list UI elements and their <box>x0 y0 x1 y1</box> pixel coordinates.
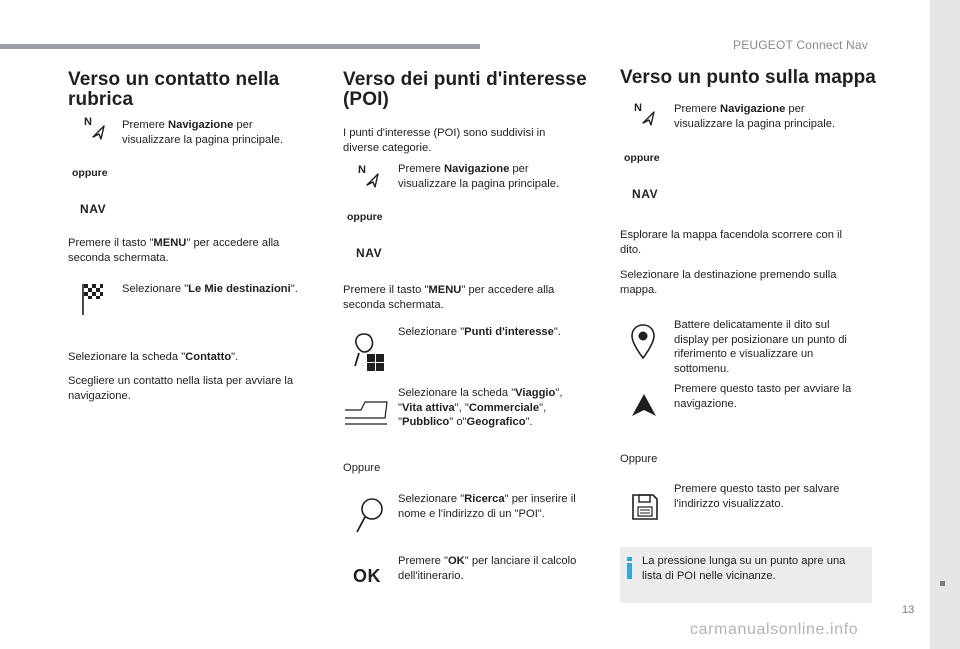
or-label: Oppure <box>620 453 658 465</box>
navigation-arrow-icon: N <box>84 118 110 144</box>
select-poi-text: Selezionare "Punti d'interesse". <box>398 326 561 338</box>
brand-label: PEUGEOT Connect Nav <box>733 38 868 52</box>
or-label: Oppure <box>343 462 381 474</box>
navigation-arrow-icon: N <box>634 104 660 130</box>
select-contact-tab-text: Selezionare la scheda "Contatto". <box>68 351 239 363</box>
menu-instruction: Premere il tasto "MENU" per accedere alla seconda schermata. <box>68 237 280 264</box>
or-label: oppure <box>72 167 108 179</box>
page-sidebar <box>930 0 960 649</box>
tab-shape-icon <box>343 398 389 428</box>
info-icon <box>626 557 634 579</box>
sidebar-marker <box>940 581 945 586</box>
step-navigation-text: Premere Navigazione per visualizzare la pagina principale. <box>398 163 560 190</box>
info-note <box>620 547 872 603</box>
start-navigation-icon <box>630 392 658 418</box>
nav-button-icon: NAV <box>80 202 107 216</box>
press-ok-text: Premere "OK" per lanciare il calcolo dell'itinerario. <box>398 555 577 582</box>
choose-contact-text: Scegliere un contatto nella lista per avviare la navigazione. <box>68 375 294 402</box>
map-pin-icon <box>628 322 658 362</box>
select-destinations-text: Selezionare "Le Mie destinazioni". <box>122 283 298 295</box>
press-start-text: Premere questo tasto per avviare la navigazione. <box>674 383 852 410</box>
ok-button-icon: OK <box>353 566 381 586</box>
or-label: oppure <box>347 211 383 223</box>
info-text: La pressione lunga su un punto apre una lista di POI nelle vicinanze. <box>642 555 846 582</box>
select-search-text: Selezionare "Ricerca" per inserire il nome e l'indirizzo di un "POI". <box>398 493 576 520</box>
navigation-arrow-icon: N <box>358 166 384 192</box>
explore-map-text: Esplorare la mappa facendola scorrere con il dito. <box>620 229 843 256</box>
watermark: carmanualsonline.info <box>690 621 859 638</box>
poi-intro-text: I punti d'interesse (POI) sono suddivisi in diverse categorie. <box>343 127 546 154</box>
tap-display-text: Battere delicatamente il dito sul display per posizionare un punto di riferimento e visualizzare un sottomenu. <box>674 319 847 375</box>
or-label: oppure <box>624 152 660 164</box>
press-save-text: Premere questo tasto per salvare l'indirizzo visualizzato. <box>674 483 840 510</box>
step-navigation-text: Premere Navigazione per visualizzare la pagina principale. <box>122 119 284 146</box>
select-category-tab-text: Selezionare la scheda "Viaggio", "Vita attiva", "Commerciale", "Pubblico" o"Geografico". <box>398 387 563 428</box>
menu-instruction: Premere il tasto "MENU" per accedere alla seconda schermata. <box>343 284 555 311</box>
nav-button-icon: NAV <box>356 246 383 260</box>
section-title-map: Verso un punto sulla mappa <box>620 67 876 88</box>
search-icon <box>352 496 386 536</box>
select-destination-text: Selezionare la destinazione premendo sulla mappa. <box>620 269 837 296</box>
section-title-poi: Verso dei punti d'interesse (POI) <box>343 69 587 110</box>
save-icon <box>630 492 660 522</box>
section-title-contact: Verso un contatto nella rubrica <box>68 69 280 110</box>
nav-button-icon: NAV <box>632 187 659 201</box>
header-rule <box>0 44 480 49</box>
poi-categories-icon <box>352 330 386 372</box>
page-number: 13 <box>902 604 915 616</box>
checkered-flag-icon <box>80 282 104 316</box>
step-navigation-text: Premere Navigazione per visualizzare la pagina principale. <box>674 103 836 130</box>
